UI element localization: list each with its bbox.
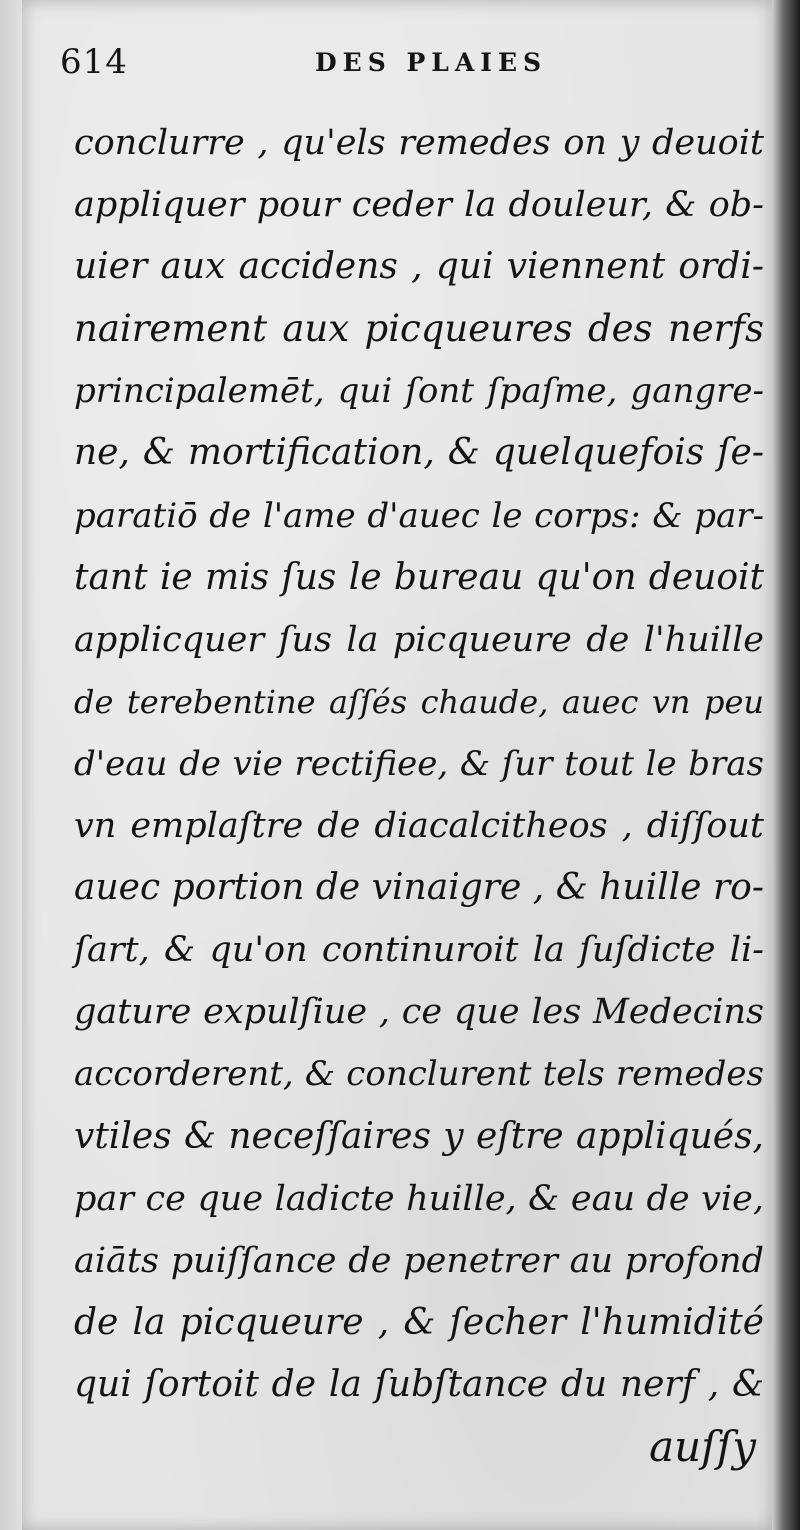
text-line: accorderent, & conclurent tels remedes xyxy=(74,1054,764,1095)
text-line: ſart, & qu'on continuroit la ſuſdicte li- xyxy=(74,930,764,971)
running-head xyxy=(60,40,680,80)
catchword: auſſy xyxy=(649,1421,756,1471)
body-text xyxy=(74,112,764,1478)
text-line: qui ſortoit de la ſubſtance du nerf , & xyxy=(74,1363,764,1405)
text-line: conclurre , qu'els remedes on y deuoit xyxy=(74,123,764,163)
text-line: principalemēt, qui ſont ſpaſme, gangre- xyxy=(74,371,764,412)
text-line: de terebentine aſſés chaude, auec vn peu xyxy=(74,682,764,721)
page-left-margin xyxy=(0,0,22,1530)
text-line: paratiō de l'ame d'auec le corps: & par- xyxy=(74,495,764,536)
text-line: par ce que ladicte huille, & eau de vie, xyxy=(74,1178,764,1219)
text-line: gature expulſiue , ce que les Medecins xyxy=(74,992,764,1033)
text-line: ne, & mortification, & quelquefois ſe- xyxy=(74,432,764,474)
running-title: DES PLAIES xyxy=(315,48,548,77)
page-number: 614 xyxy=(60,42,128,82)
text-line: d'eau de vie rectifiee, & ſur tout le bras xyxy=(74,743,764,784)
text-line: de la picqueure , & ſecher l'humidité xyxy=(74,1301,764,1343)
text-line: auec portion de vinaigre , & huille ro- xyxy=(74,867,764,909)
text-line: aiāts puiſſance de penetrer au profond xyxy=(74,1240,764,1281)
text-line: vn emplaſtre de diacalcitheos , diſſout xyxy=(74,806,764,847)
book-gutter-shadow xyxy=(772,0,800,1530)
text-line: uier aux accidens , qui viennent ordi- xyxy=(74,246,764,288)
text-line: vtiles & neceſſaires y eſtre appliqués, xyxy=(74,1115,764,1157)
text-line: applicquer ſus la picqueure de l'huille xyxy=(74,619,764,660)
text-line: tant ie mis ſus le bureau qu'on deuoit xyxy=(74,556,764,598)
text-line: appliquer pour ceder la douleur, & ob- xyxy=(74,185,764,226)
text-line: nairement aux picqueures des nerfs xyxy=(74,307,764,351)
